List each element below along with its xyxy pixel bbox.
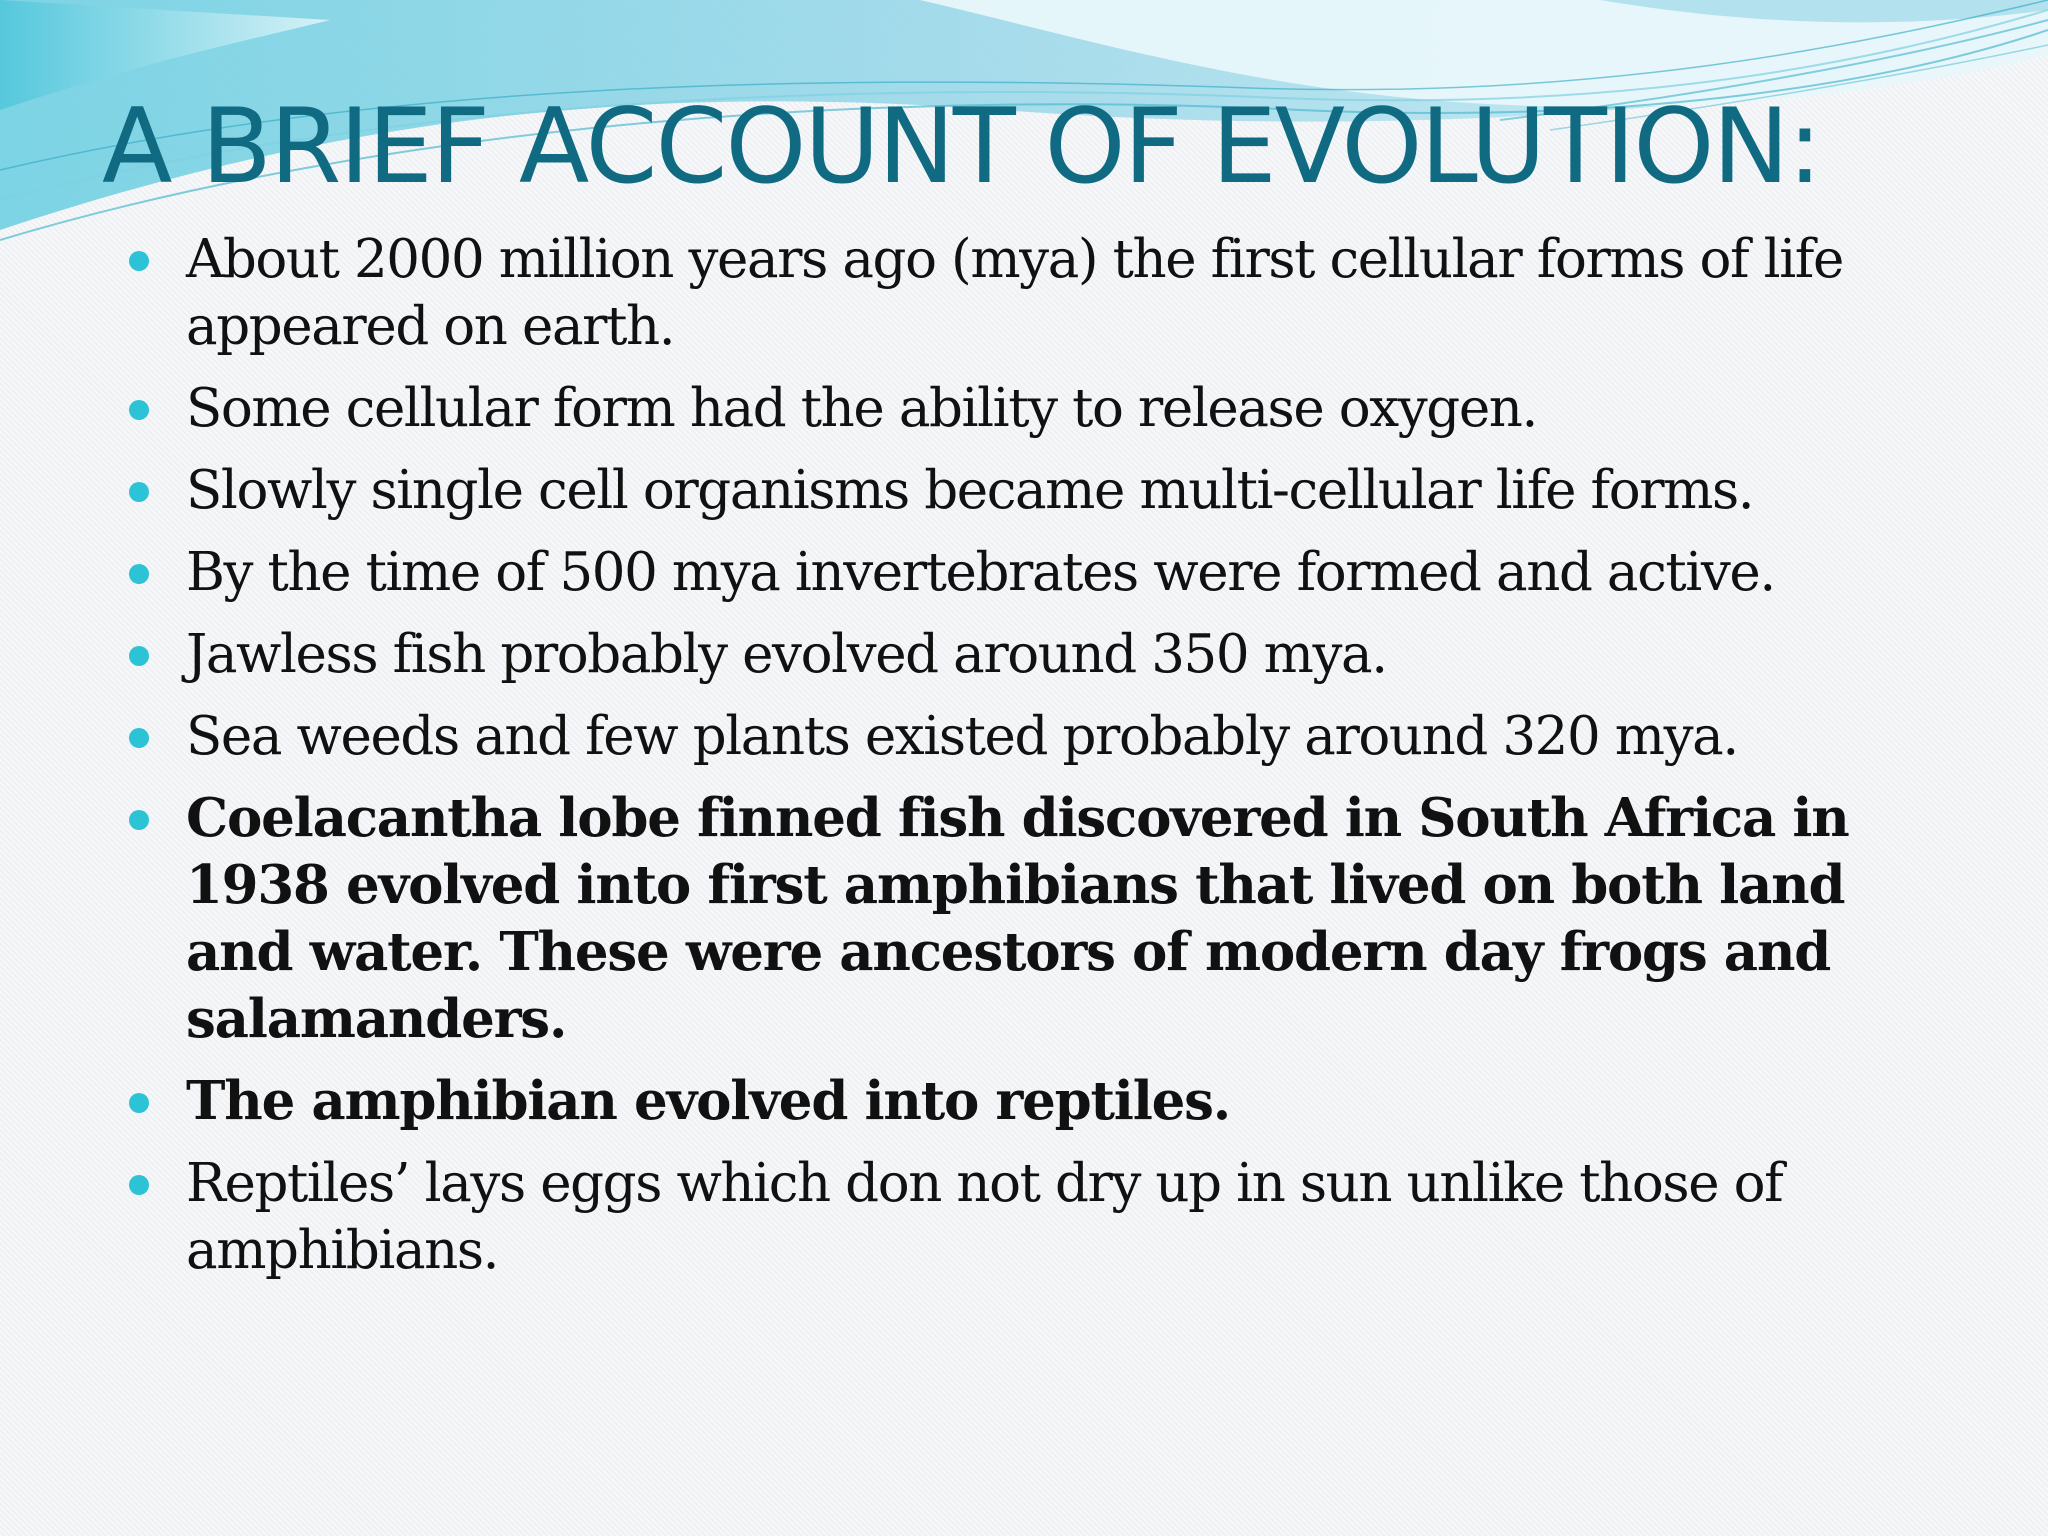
bullet-text: Sea weeds and few plants existed probably around 320 mya.	[186, 706, 1738, 767]
bullet-list	[126, 226, 1936, 1299]
bullet-text: The amphibian evolved into reptiles.	[186, 1070, 1231, 1132]
bullet-text: Slowly single cell organisms became multi-cellular life forms.	[186, 460, 1754, 521]
bullet-dot-icon	[129, 646, 149, 666]
bullet-dot-icon	[129, 400, 149, 420]
bullet-dot-icon	[129, 564, 149, 584]
bullet-item	[126, 1068, 1936, 1135]
bullet-text: About 2000 million years ago (mya) the first cellular forms of life appeared on earth.	[186, 229, 1843, 357]
bullet-item	[126, 226, 1936, 360]
slide-title: A BRIEF ACCOUNT OF EVOLUTION:	[102, 87, 1821, 207]
bullet-item	[126, 785, 1936, 1053]
bullet-text: Coelacantha lobe finned fish discovered in South Africa in 1938 evolved into first amphibians that lived on both land and water. These were ancestors of modern day frogs and salamanders.	[186, 787, 1849, 1050]
bullet-dot-icon	[129, 810, 149, 830]
bullet-item	[126, 457, 1936, 524]
bullet-item	[126, 621, 1936, 688]
bullet-item	[126, 703, 1936, 770]
bullet-item	[126, 539, 1936, 606]
bullet-text: By the time of 500 mya invertebrates were formed and active.	[186, 542, 1775, 603]
bullet-dot-icon	[129, 251, 149, 271]
bullet-item	[126, 1150, 1936, 1284]
bullet-text: Reptiles’ lays eggs which don not dry up in sun unlike those of amphibians.	[186, 1153, 1783, 1281]
bullet-dot-icon	[129, 1093, 149, 1113]
bullet-dot-icon	[129, 728, 149, 748]
bullet-text: Some cellular form had the ability to release oxygen.	[186, 378, 1537, 439]
bullet-text: Jawless fish probably evolved around 350 mya.	[186, 624, 1387, 685]
bullet-dot-icon	[129, 482, 149, 502]
bullet-item	[126, 375, 1936, 442]
bullet-dot-icon	[129, 1175, 149, 1195]
